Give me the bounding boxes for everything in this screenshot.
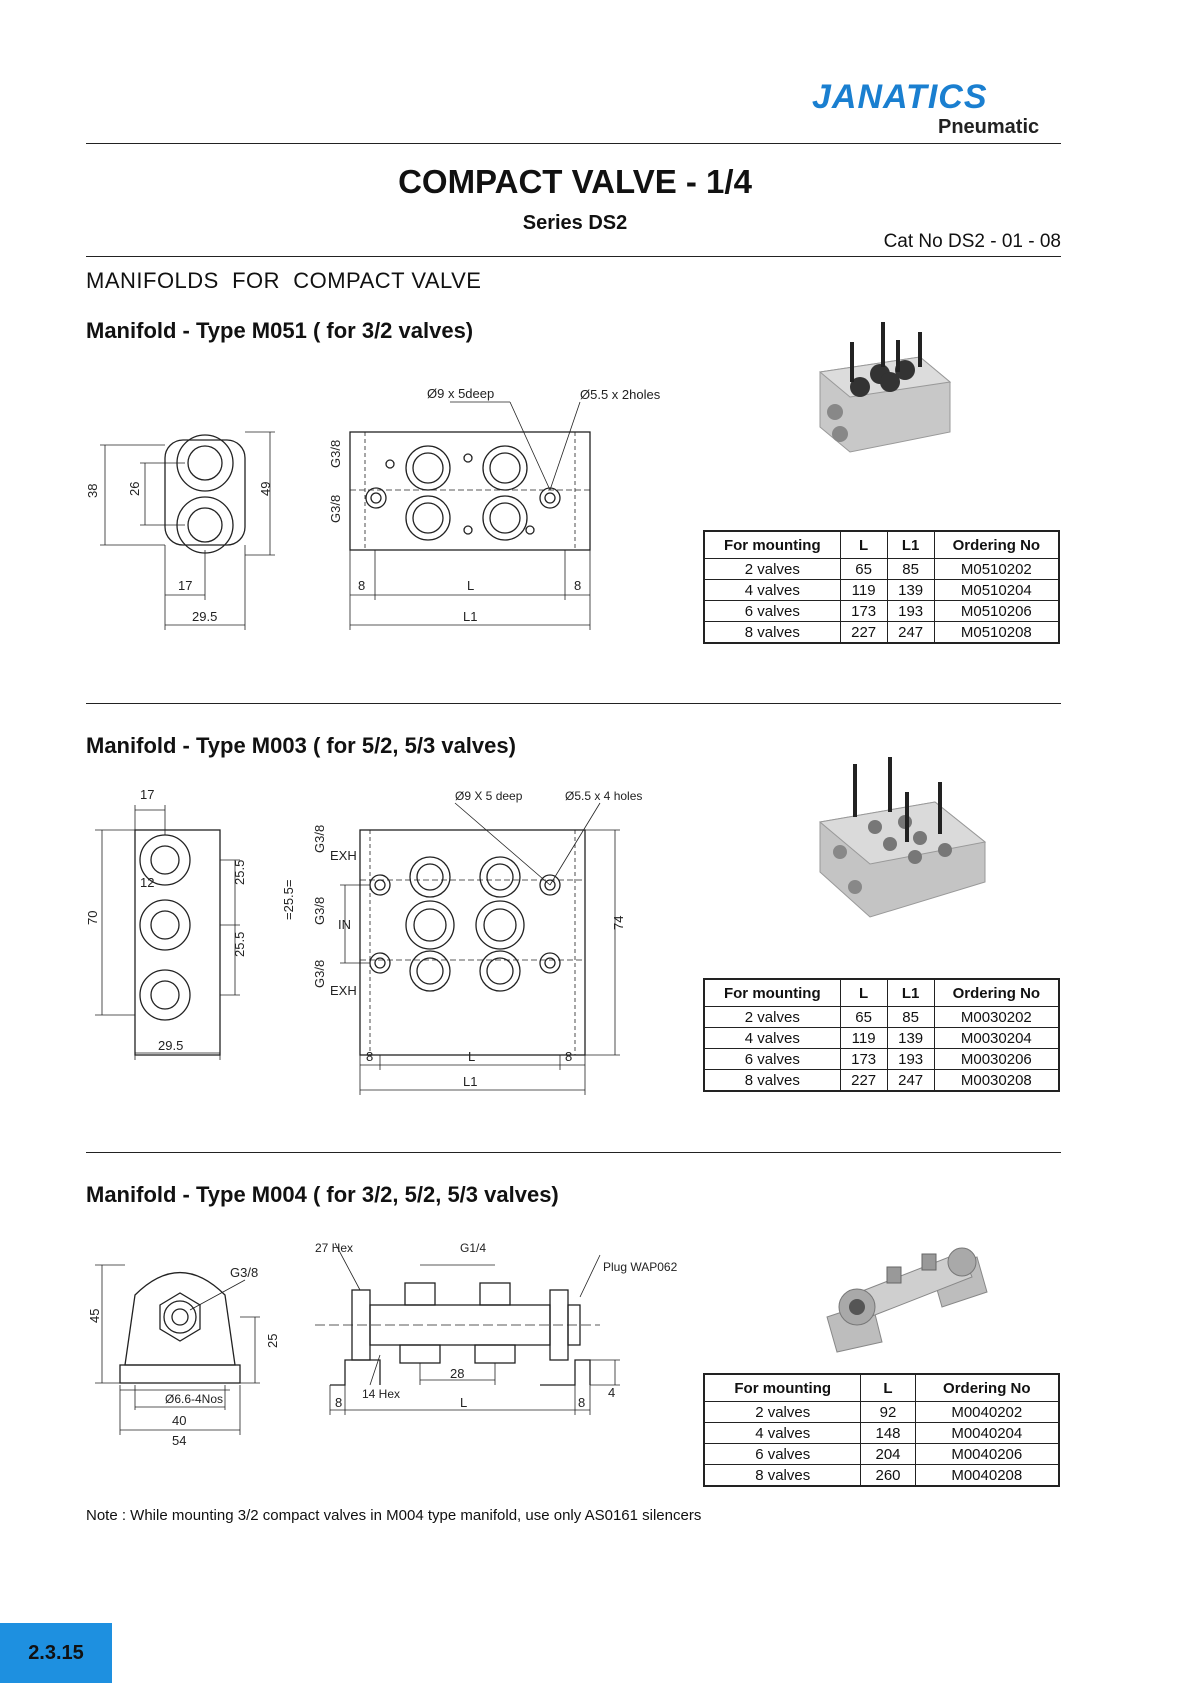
cell: M0030208: [934, 1070, 1059, 1092]
col-ordering-no: Ordering No: [934, 531, 1059, 559]
table-row: [704, 601, 1059, 622]
table-header-row: [704, 531, 1059, 559]
col-ordering-no: Ordering No: [915, 1374, 1059, 1402]
cell: 227: [840, 1070, 887, 1092]
cell: 139: [887, 580, 934, 601]
dim-17: 17: [140, 787, 155, 802]
page-title: COMPACT VALVE - 1/4: [398, 163, 752, 200]
cell: M0510204: [934, 580, 1059, 601]
dim-8-right: 8: [578, 1395, 586, 1410]
section-rule-1: [86, 703, 1061, 704]
cell: M0030204: [934, 1028, 1059, 1049]
plug-note: Plug WAP062: [603, 1260, 678, 1274]
col-for-mounting: For mounting: [704, 531, 840, 559]
bore-note: Ø9 x 5deep: [427, 386, 495, 401]
cell: 119: [840, 1028, 887, 1049]
manifold-m051-photo: [800, 312, 980, 467]
cell: M0510208: [934, 622, 1059, 644]
dim-29-5: 29.5: [192, 609, 218, 624]
section-heading: MANIFOLDS FOR COMPACT VALVE: [86, 268, 482, 293]
cell: M0040204: [915, 1423, 1059, 1444]
section-rule-2: [86, 1152, 1061, 1153]
bore-note: Ø9 X 5 deep: [455, 789, 523, 803]
dim-74: 74: [611, 915, 626, 930]
cell: 148: [861, 1423, 915, 1444]
hex-27-note: 27 Hex: [315, 1241, 354, 1255]
hex-14-note: 14 Hex: [362, 1387, 401, 1401]
dim-45: 45: [87, 1308, 102, 1323]
cell: M0030206: [934, 1049, 1059, 1070]
dim-8-left: 8: [335, 1395, 343, 1410]
thread-g38-exh-bottom: G3/8: [312, 959, 327, 988]
table-row: [704, 559, 1059, 580]
dim-25-5-mid: =25.5=: [281, 879, 296, 920]
manifold-m004-photo: [812, 1212, 1002, 1357]
col-l1: L1: [887, 531, 934, 559]
col-l1: L1: [887, 979, 934, 1007]
table-row: [704, 1007, 1059, 1028]
manifold-m051-drawing: [80, 380, 700, 650]
manifold-m003-drawing: [80, 785, 700, 1100]
manifold-m051-table: [703, 530, 1060, 644]
cell: 227: [840, 622, 887, 644]
dim-8-left: 8: [366, 1049, 374, 1064]
cell: 6 valves: [704, 1444, 861, 1465]
thread-g14: G1/4: [460, 1241, 487, 1255]
dim-54: 54: [172, 1433, 187, 1448]
dim-8-right: 8: [565, 1049, 573, 1064]
dim-17: 17: [178, 578, 193, 593]
dim-26: 26: [127, 481, 142, 496]
cell: M0510206: [934, 601, 1059, 622]
holes-note: Ø5.5 x 4 holes: [565, 789, 643, 803]
cell: M0040206: [915, 1444, 1059, 1465]
dim-40: 40: [172, 1413, 187, 1428]
cell: 260: [861, 1465, 915, 1487]
dim-25-5-lower: 25.5: [232, 931, 247, 957]
title-rule: [86, 256, 1061, 257]
dim-l: L: [468, 1049, 476, 1064]
thread-g38-lower: G3/8: [328, 494, 343, 523]
dim-28: 28: [450, 1366, 465, 1381]
footnote: Note : While mounting 3/2 compact valves in M004 type manifold, use only AS0161 silencers: [86, 1507, 702, 1524]
table-header-row: [704, 1374, 1059, 1402]
cell: 204: [861, 1444, 915, 1465]
brand-tagline: Pneumatic: [938, 116, 1040, 138]
cell: M0510202: [934, 559, 1059, 580]
table-row: [704, 1444, 1059, 1465]
col-ordering-no: Ordering No: [934, 979, 1059, 1007]
cell: M0040202: [915, 1402, 1059, 1423]
dim-49: 49: [258, 481, 273, 496]
table-row: [704, 1402, 1059, 1423]
cell: 2 valves: [704, 559, 840, 580]
cell: 65: [840, 1007, 887, 1028]
page-number-badge: [0, 1623, 112, 1683]
thread-g38-exh-top: G3/8: [312, 824, 327, 853]
col-for-mounting: For mounting: [704, 1374, 861, 1402]
thread-g38-in: G3/8: [312, 896, 327, 925]
cell: 65: [840, 559, 887, 580]
manifold-m004-drawing: [80, 1235, 700, 1455]
manifold-m003-photo: [815, 752, 995, 937]
dim-38: 38: [85, 483, 100, 498]
header-rule: [86, 143, 1061, 144]
cell: 4 valves: [704, 1423, 861, 1444]
dim-8-right: 8: [574, 578, 582, 593]
manifold-m003-table: [703, 978, 1060, 1092]
cell: 8 valves: [704, 1465, 861, 1487]
dim-25-5-upper: 25.5: [232, 859, 247, 885]
dim-8-left: 8: [358, 578, 366, 593]
manifold-m003-title: Manifold - Type M003 ( for 5/2, 5/3 valves): [86, 733, 516, 758]
brand-logo: JANATICS: [812, 78, 988, 116]
dim-70: 70: [85, 910, 100, 925]
table-row: [704, 1049, 1059, 1070]
cell: 4 valves: [704, 1028, 840, 1049]
cell: 85: [887, 1007, 934, 1028]
col-l: L: [840, 531, 887, 559]
port-exh-bottom: EXH: [330, 983, 357, 998]
table-row: [704, 1465, 1059, 1487]
cell: 8 valves: [704, 1070, 840, 1092]
table-row: [704, 1028, 1059, 1049]
cell: 92: [861, 1402, 915, 1423]
cell: M0040208: [915, 1465, 1059, 1487]
dim-l1: L1: [463, 1074, 478, 1089]
dim-29-5: 29.5: [158, 1038, 184, 1053]
cell: 247: [887, 1070, 934, 1092]
page-number: 2.3.15: [28, 1641, 84, 1664]
cell: 173: [840, 601, 887, 622]
port-in: IN: [338, 917, 351, 932]
cell: 4 valves: [704, 580, 840, 601]
catalog-number: Cat No DS2 - 01 - 08: [883, 231, 1061, 252]
dim-l: L: [467, 578, 475, 593]
cell: 6 valves: [704, 601, 840, 622]
dim-4: 4: [608, 1385, 616, 1400]
cell: 193: [887, 601, 934, 622]
cell: 173: [840, 1049, 887, 1070]
cell: 139: [887, 1028, 934, 1049]
page-subtitle: Series DS2: [522, 212, 628, 234]
cell: 247: [887, 622, 934, 644]
manifold-m004-table: [703, 1373, 1060, 1487]
col-l: L: [840, 979, 887, 1007]
manifold-m051-title: Manifold - Type M051 ( for 3/2 valves): [86, 318, 474, 343]
thread-g38-upper: G3/8: [328, 439, 343, 468]
cell: 2 valves: [704, 1402, 861, 1423]
cell: 193: [887, 1049, 934, 1070]
table-row: [704, 1423, 1059, 1444]
port-exh-top: EXH: [330, 848, 357, 863]
holes-note: Ø5.5 x 2holes: [580, 387, 661, 402]
thread-g38: G3/8: [230, 1265, 259, 1280]
cell: 8 valves: [704, 622, 840, 644]
dim-l: L: [460, 1395, 468, 1410]
col-for-mounting: For mounting: [704, 979, 840, 1007]
table-row: [704, 1070, 1059, 1092]
cell: 119: [840, 580, 887, 601]
cell: 2 valves: [704, 1007, 840, 1028]
table-row: [704, 622, 1059, 644]
cell: M0030202: [934, 1007, 1059, 1028]
col-l: L: [861, 1374, 915, 1402]
table-header-row: [704, 979, 1059, 1007]
dim-l1: L1: [463, 609, 478, 624]
manifold-m004-title: Manifold - Type M004 ( for 3/2, 5/2, 5/3 valves): [86, 1182, 559, 1207]
cell: 6 valves: [704, 1049, 840, 1070]
holes-note: Ø6.6-4Nos: [165, 1392, 224, 1406]
table-row: [704, 580, 1059, 601]
dim-12: 12: [140, 875, 155, 890]
dim-25: 25: [265, 1333, 280, 1348]
cell: 85: [887, 559, 934, 580]
